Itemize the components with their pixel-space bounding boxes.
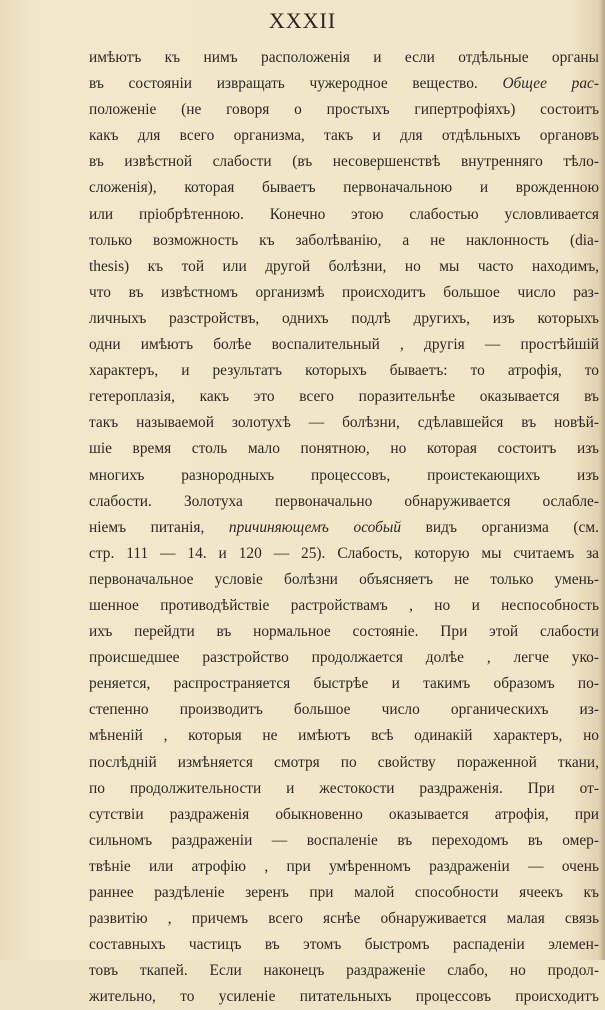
text-line: или пріобрѣтенною. Конечно этою слабостью условливается <box>89 205 599 223</box>
text-line: шенное противодѣйствіе растройствамъ , но и неспособность <box>89 596 599 614</box>
text-line: имѣютъ къ нимъ расположенія и если отдѣльные органы <box>89 49 599 66</box>
text-line: реняется, распространяется быстрѣе и такимъ образомъ по- <box>89 675 599 693</box>
text-line: сильномъ раздраженіи — воспаленіе въ переходомъ въ омер- <box>89 831 599 849</box>
text-line: происшедшее разстройство продолжается долѣе , легче уко- <box>89 649 599 667</box>
text-line <box>89 515 599 541</box>
page-number: XXXII <box>268 8 337 33</box>
text-line: только возможность къ заболѣванію, а не наклонность (dia- <box>89 231 599 249</box>
italic-phrase: причиняющемъ <box>228 518 329 536</box>
text-line: шіе время столь мало понятною, но которая состоитъ изъ <box>89 440 599 458</box>
text-line: раннее раздѣленіе зеренъ при малой способности ячеекъ къ <box>89 884 599 901</box>
text-line: по продолжительности и жестокости раздраженія. При от- <box>89 779 599 797</box>
page-edge-shadow <box>599 0 605 960</box>
text-line: жительно, то усиленіе питательныхъ процессовъ происходитъ <box>89 988 599 1006</box>
text-line: личныхъ разстройствъ, однихъ подлѣ другихъ, изъ которыхъ <box>89 309 599 327</box>
text-line: товъ ткапей. Если наконецъ раздраженіе слабо, но продол- <box>89 962 599 980</box>
text-line: многихъ разнородныхъ процессовъ, проистекающихъ изъ <box>89 466 599 484</box>
text-line: развитію , причемъ всего яснѣе обнаруживается малая связь <box>89 910 599 928</box>
text-line: характеръ, и результатъ которыхъ бываетъ: то атрофія, то <box>89 362 599 380</box>
body-text <box>89 45 599 1010</box>
text-line: что въ извѣстномъ организмѣ происходитъ большое число раз- <box>89 283 599 301</box>
text-line: составныхъ частицъ въ этомъ быстромъ распаденіи элемен- <box>89 936 599 954</box>
text-line: ихъ перейдти въ нормальное состояніе. При этой слабости <box>89 623 599 641</box>
text-line-start: ніемъ питанія, <box>89 518 205 536</box>
text-line: такъ называемой золотухѣ — болѣзни, сдѣлавшейся въ новѣй- <box>89 414 599 432</box>
italic-phrase: Общее рас- <box>502 75 599 93</box>
text-line: мѣненій , которыя не имѣютъ всѣ одинакій характеръ, но <box>89 727 599 745</box>
text-line: какъ для всего организма, такъ и для отдѣльныхъ органовъ <box>89 127 599 145</box>
text-line: сутствіи раздраженія обыкновенно оказывается атрофія, при <box>89 805 599 823</box>
text-line <box>89 71 599 97</box>
text-line: сложенія), которая бываетъ первоначальною и врожденною <box>89 179 599 197</box>
text-line: гетероплазія, какъ это всего поразительнѣе оказывается въ <box>89 388 599 406</box>
text-line: стр. 111 — 14. и 120 — 25). Слабость, которую мы считаемъ за <box>89 544 599 562</box>
italic-phrase: особый <box>353 518 402 536</box>
text-line: степенно производитъ большое число органическихъ из- <box>89 701 599 719</box>
text-line: положеніе (не говоря о простыхъ гипертрофіяхъ) состоитъ <box>89 101 599 119</box>
text-line-end: видъ организма (см. <box>425 518 599 536</box>
text-line: одни имѣютъ болѣе воспалительный , другія — простѣйшій <box>89 336 599 354</box>
text-line-start: въ состояніи извращать чужеродное вещество. <box>89 75 478 93</box>
text-line: слабости. Золотуха первоначально обнаруживается ослабле- <box>89 492 599 510</box>
text-line: послѣдній измѣняется смотря по свойству пораженной ткани, <box>89 753 599 771</box>
text-line: первоначальное условіе болѣзни объясняетъ не только умень- <box>89 570 599 588</box>
text-line: твѣніе или атрофію , при умѣренномъ раздраженіи — очень <box>89 857 599 875</box>
text-line: thesis) къ той или другой болѣзни, но мы часто находимъ, <box>89 257 599 275</box>
text-line: въ извѣстной слабости (въ несовершенствѣ внутренняго тѣло- <box>89 153 599 171</box>
